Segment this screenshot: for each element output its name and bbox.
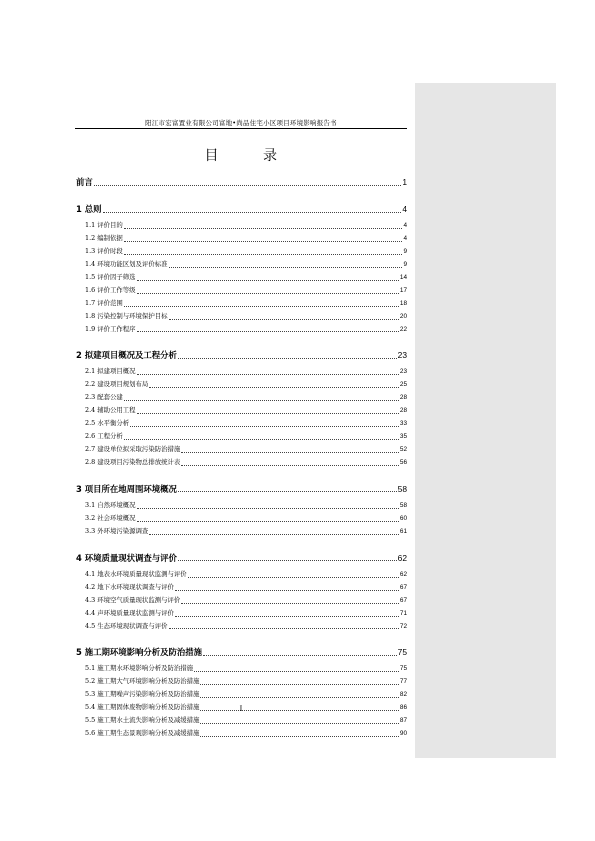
toc-title-char-2: 录 bbox=[263, 148, 278, 164]
toc-entry-page: 28 bbox=[399, 407, 407, 415]
toc-title bbox=[75, 145, 407, 165]
toc-section-entry[interactable] bbox=[76, 417, 407, 430]
toc-entry-page: 9 bbox=[403, 247, 407, 255]
toc-dot-leader bbox=[178, 491, 397, 492]
toc-section-entry[interactable] bbox=[76, 714, 407, 727]
toc-entry-page: 77 bbox=[399, 678, 407, 686]
toc-entry-label: 1.1 评价目的 bbox=[85, 221, 123, 229]
toc-chapter-entry[interactable] bbox=[76, 646, 407, 659]
toc-dot-leader bbox=[188, 577, 399, 578]
toc-entry-page: 56 bbox=[399, 459, 407, 466]
toc-entry-label: 5.6 施工期生态景观影响分析及减缓措施 bbox=[85, 729, 200, 738]
toc-entry-page: 22 bbox=[399, 325, 407, 333]
toc-entry-page: 4 bbox=[402, 204, 407, 214]
toc-dot-leader bbox=[124, 241, 403, 242]
toc-entry-label: 前言 bbox=[76, 177, 93, 187]
toc-entry-page: 25 bbox=[399, 381, 407, 389]
toc-dot-leader bbox=[200, 736, 398, 737]
toc-title-char-1: 目 bbox=[204, 148, 219, 164]
toc-entry-label: 1.6 评价工作等级 bbox=[85, 285, 136, 294]
toc-section-entry[interactable] bbox=[76, 525, 407, 538]
toc-section-entry[interactable] bbox=[76, 271, 407, 284]
toc-entry-label: 1.4 环境功能区划及评价标准 bbox=[85, 259, 168, 268]
toc-section-entry[interactable] bbox=[76, 323, 407, 336]
toc-dot-leader bbox=[175, 616, 399, 617]
toc-dot-leader bbox=[124, 400, 399, 401]
toc-entry-page: 75 bbox=[397, 647, 407, 658]
toc-dot-leader bbox=[178, 560, 397, 561]
toc-entry-page: 58 bbox=[397, 483, 407, 494]
toc-entry-page: 28 bbox=[399, 394, 407, 402]
toc-section-entry[interactable] bbox=[76, 512, 407, 525]
toc-dot-leader bbox=[137, 374, 399, 375]
toc-section-entry[interactable] bbox=[76, 662, 407, 675]
toc-dot-leader bbox=[94, 185, 402, 186]
toc-dot-leader bbox=[124, 254, 403, 255]
toc-chapter-entry[interactable] bbox=[76, 552, 407, 565]
toc-section-entry[interactable] bbox=[76, 499, 407, 512]
toc-dot-leader bbox=[169, 319, 399, 320]
toc-dot-leader bbox=[169, 628, 399, 629]
toc-entry-label: 5 施工期环境影响分析及防治措施 bbox=[76, 647, 202, 658]
toc-section-entry[interactable] bbox=[76, 607, 407, 620]
toc-entry-page: 58 bbox=[399, 501, 407, 509]
toc-entry-page: 86 bbox=[399, 704, 407, 712]
header-rule bbox=[75, 128, 407, 129]
toc-entry-label: 2.2 建设项目规划布局 bbox=[85, 380, 149, 389]
toc-entry-page: 20 bbox=[399, 312, 407, 320]
toc-entry-label: 1.5 评价因子筛选 bbox=[85, 272, 136, 281]
toc-section-entry[interactable] bbox=[76, 430, 407, 443]
toc-entry-label: 5.2 施工期大气环境影响分析及防治措施 bbox=[85, 677, 200, 686]
toc-dot-leader bbox=[194, 671, 399, 672]
toc-section-entry[interactable] bbox=[76, 378, 407, 391]
toc-entry-page: 75 bbox=[399, 665, 407, 673]
toc-entry-label: 4.5 生态环境现状调查与评价 bbox=[85, 621, 168, 630]
toc-section-entry[interactable] bbox=[76, 404, 407, 417]
toc-entry-label: 2 拟建项目概况及工程分析 bbox=[76, 350, 177, 361]
toc-entry-page: 52 bbox=[399, 446, 407, 454]
toc-dot-leader bbox=[178, 358, 397, 359]
toc-entry-page: 90 bbox=[399, 730, 407, 738]
toc-entry-label: 4 环境质量现状调查与评价 bbox=[76, 552, 177, 563]
toc-entry-page: 4 bbox=[403, 222, 407, 229]
toc-dot-leader bbox=[137, 280, 399, 281]
toc-dot-leader bbox=[200, 697, 398, 698]
toc-section-entry[interactable] bbox=[76, 245, 407, 258]
toc-entry-page: 82 bbox=[399, 691, 407, 699]
toc-entry-page: 9 bbox=[403, 260, 407, 268]
toc-dot-leader bbox=[137, 508, 399, 509]
toc-entry-label: 2.4 辅助公用工程 bbox=[85, 406, 136, 415]
toc-entry-page: 67 bbox=[399, 596, 407, 604]
toc-dot-leader bbox=[103, 212, 402, 213]
page-number: I bbox=[239, 704, 243, 713]
toc-entry-page: 23 bbox=[397, 350, 407, 361]
toc-dot-leader bbox=[149, 534, 399, 535]
toc-entry-label: 5.5 施工期水土流失影响分析及减缓措施 bbox=[85, 716, 200, 725]
toc-entry-label: 5.4 施工期固体废物影响分析及防治措施 bbox=[85, 703, 200, 712]
toc-entry-label: 4.4 声环境质量现状监测与评价 bbox=[85, 608, 174, 617]
toc-dot-leader bbox=[200, 723, 398, 724]
toc-section-entry[interactable] bbox=[76, 258, 407, 271]
toc-entry-page: 60 bbox=[399, 514, 407, 522]
toc-section-entry[interactable] bbox=[76, 391, 407, 404]
toc-entry-label: 5.3 施工期噪声污染影响分析及防治措施 bbox=[85, 690, 200, 699]
toc-dot-leader bbox=[130, 426, 399, 427]
toc-section-entry[interactable] bbox=[76, 310, 407, 323]
toc-dot-leader bbox=[149, 387, 399, 388]
toc-section-entry[interactable] bbox=[76, 284, 407, 297]
toc-dot-leader bbox=[181, 452, 399, 453]
toc-entry-label: 3.2 社会环境概况 bbox=[85, 513, 136, 522]
toc-dot-leader bbox=[203, 655, 397, 656]
toc-entry-label: 2.8 建设项目污染物总排放统计表 bbox=[85, 458, 181, 466]
toc-dot-leader bbox=[169, 267, 403, 268]
toc-entry-label: 4.3 环境空气质量现状监测与评价 bbox=[85, 595, 181, 604]
toc-entry-label: 1.8 污染控制与环境保护目标 bbox=[85, 311, 168, 320]
toc-entry-page: 61 bbox=[399, 527, 407, 535]
toc-section-entry[interactable] bbox=[76, 568, 407, 581]
toc-entry-label: 1.9 评价工作程序 bbox=[85, 324, 136, 333]
toc-dot-leader bbox=[200, 684, 398, 685]
toc-chapter-entry[interactable] bbox=[76, 203, 407, 216]
toc-entry-page: 4 bbox=[403, 234, 407, 242]
toc-entry-label: 2.5 水平衡分析 bbox=[85, 419, 130, 428]
toc-section-entry[interactable] bbox=[76, 688, 407, 701]
toc-entry-page: 62 bbox=[397, 552, 407, 563]
toc-entry-page: 18 bbox=[399, 299, 407, 307]
toc-entry-page: 72 bbox=[399, 622, 407, 630]
toc-entry-page: 33 bbox=[399, 420, 407, 428]
toc-entry-page: 62 bbox=[399, 570, 407, 578]
toc-entry-label: 2.3 配套公建 bbox=[85, 393, 123, 402]
sidebar-panel bbox=[415, 83, 556, 758]
toc-entry-page: 14 bbox=[399, 273, 407, 281]
toc-dot-leader bbox=[124, 306, 399, 307]
toc-chapter-entry[interactable] bbox=[76, 483, 407, 496]
toc-dot-leader bbox=[137, 293, 399, 294]
toc-entry-label: 4.2 地下水环境现状调查与评价 bbox=[85, 582, 174, 591]
toc-entry-label: 1.3 评价时段 bbox=[85, 246, 123, 255]
toc-section-entry[interactable] bbox=[76, 456, 407, 469]
toc-entry-label: 1 总则 bbox=[76, 204, 102, 214]
toc-entry-label: 5.1 施工期水环境影响分析及防治措施 bbox=[85, 664, 194, 673]
toc-section-entry[interactable] bbox=[76, 581, 407, 594]
toc-entry-label: 2.7 建设单位拟采取污染防治措施 bbox=[85, 445, 181, 454]
toc-section-entry[interactable] bbox=[76, 443, 407, 456]
toc-section-entry[interactable] bbox=[76, 594, 407, 607]
toc-entry-label: 1.7 评价范围 bbox=[85, 298, 123, 307]
toc-dot-leader bbox=[124, 439, 399, 440]
toc-dot-leader bbox=[181, 603, 399, 604]
toc-entry-page: 67 bbox=[399, 583, 407, 591]
toc-entry-page: 17 bbox=[399, 286, 407, 294]
toc-entry-page: 23 bbox=[399, 368, 407, 376]
toc-entry-label: 1.2 编制依据 bbox=[85, 233, 123, 242]
toc-dot-leader bbox=[137, 521, 399, 522]
toc-chapter-entry[interactable] bbox=[76, 349, 407, 362]
toc-entry-label: 3 项目所在地周围环境概况 bbox=[76, 483, 177, 494]
toc-entry-label: 3.3 外环境污染源调查 bbox=[85, 526, 149, 535]
toc-section-entry[interactable] bbox=[76, 620, 407, 633]
toc-dot-leader bbox=[137, 413, 399, 414]
toc-entry-label: 3.1 自然环境概况 bbox=[85, 500, 136, 509]
toc-entry-page: 35 bbox=[399, 433, 407, 441]
toc-entry-label: 4.1 地表水环境质量现状监测与评价 bbox=[85, 569, 187, 578]
toc-dot-leader bbox=[175, 590, 399, 591]
running-header: 阳江市宏富置业有限公司富地•尚品住宅小区项目环境影响报告书 bbox=[145, 119, 337, 127]
table-of-contents bbox=[76, 176, 407, 740]
toc-entry-page: 1 bbox=[402, 177, 407, 187]
toc-section-entry[interactable] bbox=[76, 365, 407, 378]
toc-section-entry[interactable] bbox=[76, 232, 407, 245]
toc-entry-page: 71 bbox=[399, 609, 407, 617]
toc-dot-leader bbox=[124, 228, 403, 229]
toc-section-entry[interactable] bbox=[76, 219, 407, 232]
toc-dot-leader bbox=[181, 465, 399, 466]
toc-section-entry[interactable] bbox=[76, 727, 407, 740]
toc-chapter-entry[interactable] bbox=[76, 176, 407, 189]
toc-dot-leader bbox=[137, 331, 399, 332]
toc-entry-label: 2.6 工程分析 bbox=[85, 432, 123, 441]
toc-section-entry[interactable] bbox=[76, 675, 407, 688]
toc-entry-label: 2.1 拟建项目概况 bbox=[85, 367, 136, 376]
toc-section-entry[interactable] bbox=[76, 297, 407, 310]
toc-entry-page: 87 bbox=[399, 717, 407, 725]
